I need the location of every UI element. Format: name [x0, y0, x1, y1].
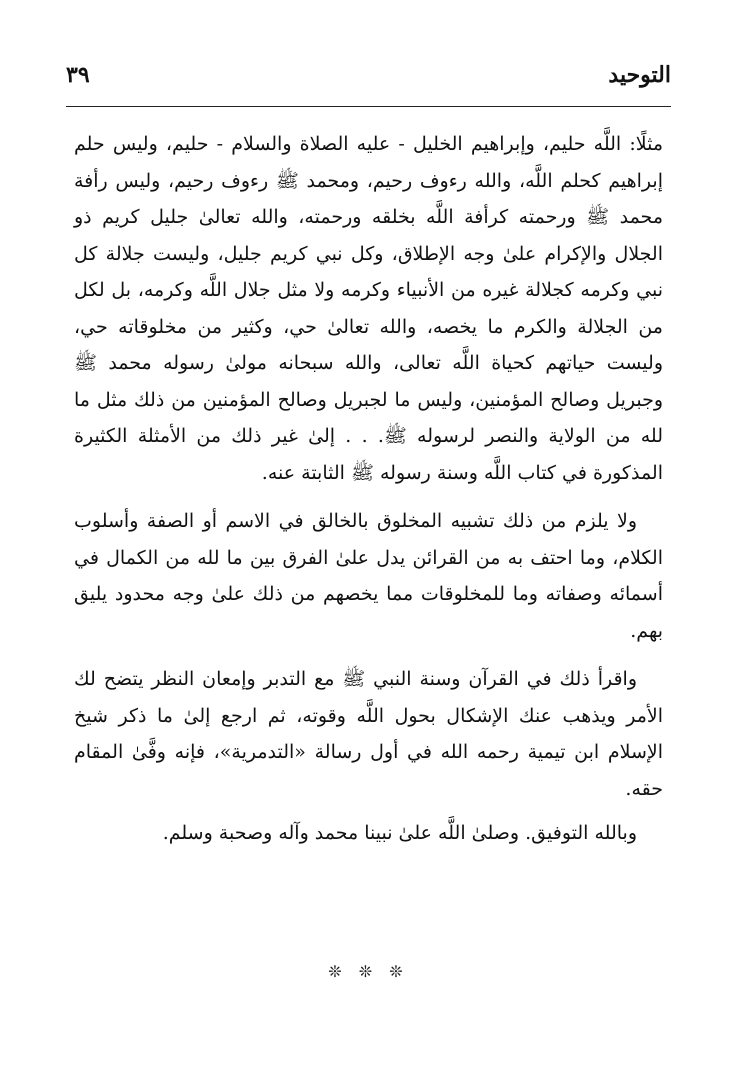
page-number: ٣٩: [66, 62, 90, 88]
paragraph-2: ولا يلزم من ذلك تشبيه المخلوق بالخالق في الاسم أو الصفة وأسلوب الكلام، وما احتف به من القرائن يدل علىٰ الفرق بين ما لله من الكمال في أسمائه وصفاته وما للمخلوقات مما يخصهم من ذلك علىٰ وجه محدود يليق بهم.: [74, 510, 663, 642]
paragraph-3: واقرأ ذلك في القرآن وسنة النبي ﷺ مع التدبر وإمعان النظر يتضح لك الأمر ويذهب عنك الإشكال بحول اللَّه وقوته، ثم ارجع إلىٰ ما ذكر شيخ الإسلام ابن تيمية رحمه الله في أول رسالة «التدمرية»، فإنه وفَّىٰ المقام حقه.: [74, 668, 663, 800]
body-text: [74, 126, 663, 852]
running-title: التوحيد: [608, 62, 671, 88]
paragraph-1: مثلًا: اللَّه حليم، وإبراهيم الخليل - عليه الصلاة والسلام - حليم، وليس حلم إبراهيم كحلم اللَّه، والله رءوف رحيم، ومحمد ﷺ رءوف رحيم، وليس رأفة محمد ﷺ ورحمته كرأفة اللَّه بخلقه ورحمته، والله تعالىٰ جليل كريم ذو الجلال والإكرام علىٰ وجه الإطلاق، وكل نبي كريم جليل، وليست جلالة كل نبي وكرمه كجلالة غيره من الأنبياء وكرمه ولا مثل جلال اللَّه وكرمه، بل لكل من الجلالة والكرم ما يخصه، والله تعالىٰ حي، وكثير من مخلوقاته حي، وليست حياتهم كحياة اللَّه تعالى، والله سبحانه مولىٰ رسوله محمد ﷺ وجبريل وصالح المؤمنين، وليس ما لجبريل وصالح المؤمنين من ذلك مثل ما لله من الولاية والنصر لرسوله ﷺ. . . إلىٰ غير ذلك من الأمثلة الكثيرة المذكورة في كتاب اللَّه وسنة رسوله ﷺ الثابتة عنه.: [74, 133, 663, 484]
paragraph-spacer: [74, 649, 663, 661]
paragraph-spacer: [74, 807, 663, 815]
page-header: [66, 58, 671, 98]
paragraph-spacer: [74, 491, 663, 503]
section-end-ornament: ❊ ❊ ❊: [328, 962, 409, 981]
paragraph-4: وبالله التوفيق. وصلىٰ اللَّه علىٰ نبينا محمد وآله وصحبة وسلم.: [162, 822, 637, 844]
header-divider: [66, 106, 671, 107]
